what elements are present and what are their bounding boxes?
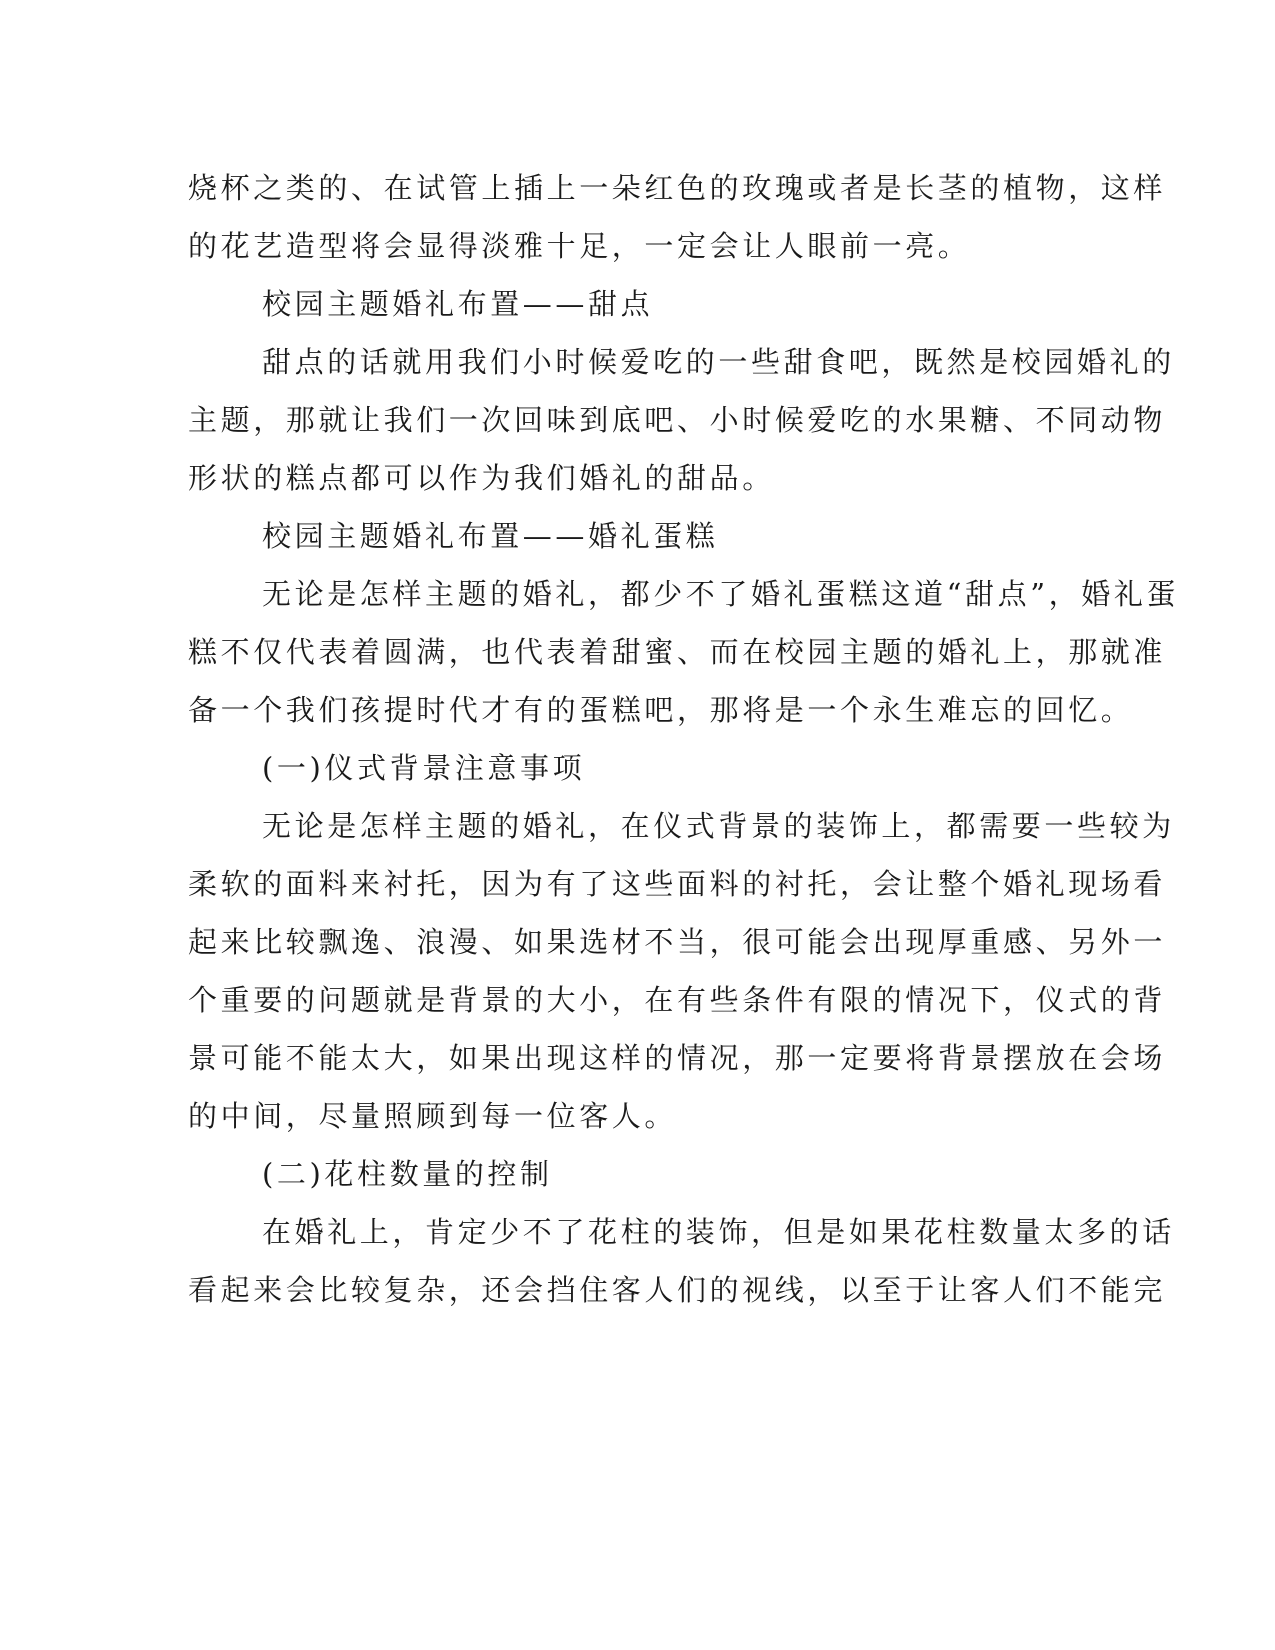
text-line: 烧杯之类的、在试管上插上一朵红色的玫瑰或者是长茎的植物，这样 xyxy=(188,171,1167,205)
text-line: 景可能不能太大，如果出现这样的情况，那一定要将背景摆放在会场 xyxy=(188,1041,1167,1075)
text-line: 起来比较飘逸、浪漫、如果选材不当，很可能会出现厚重感、另外一 xyxy=(188,925,1167,959)
text-line: 甜点的话就用我们小时候爱吃的一些甜食吧，既然是校园婚礼的 xyxy=(262,345,1175,379)
text-line: 个重要的问题就是背景的大小，在有些条件有限的情况下，仪式的背 xyxy=(188,983,1167,1017)
section-heading: (一)仪式背景注意事项 xyxy=(262,751,586,785)
text-line: 主题，那就让我们一次回味到底吧、小时候爱吃的水果糖、不同动物 xyxy=(188,403,1167,437)
text-line: 无论是怎样主题的婚礼，都少不了婚礼蛋糕这道“甜点”，婚礼蛋 xyxy=(262,577,1180,611)
text-line: 柔软的面料来衬托，因为有了这些面料的衬托，会让整个婚礼现场看 xyxy=(188,867,1167,901)
text-line: 的中间，尽量照顾到每一位客人。 xyxy=(188,1099,678,1133)
text-line: 在婚礼上，肯定少不了花柱的装饰，但是如果花柱数量太多的话 xyxy=(262,1215,1175,1249)
text-line: 无论是怎样主题的婚礼，在仪式背景的装饰上，都需要一些较为 xyxy=(262,809,1175,843)
text-line: 形状的糕点都可以作为我们婚礼的甜品。 xyxy=(188,461,775,495)
section-heading: 校园主题婚礼布置——婚礼蛋糕 xyxy=(262,519,719,553)
text-line: 糕不仅代表着圆满，也代表着甜蜜、而在校园主题的婚礼上，那就准 xyxy=(188,635,1167,669)
section-heading: 校园主题婚礼布置——甜点 xyxy=(262,287,654,321)
section-heading: (二)花柱数量的控制 xyxy=(262,1157,553,1191)
text-line: 备一个我们孩提时代才有的蛋糕吧，那将是一个永生难忘的回忆。 xyxy=(188,693,1134,727)
text-line: 的花艺造型将会显得淡雅十足，一定会让人眼前一亮。 xyxy=(188,229,971,263)
text-line: 看起来会比较复杂，还会挡住客人们的视线，以至于让客人们不能完 xyxy=(188,1273,1167,1307)
